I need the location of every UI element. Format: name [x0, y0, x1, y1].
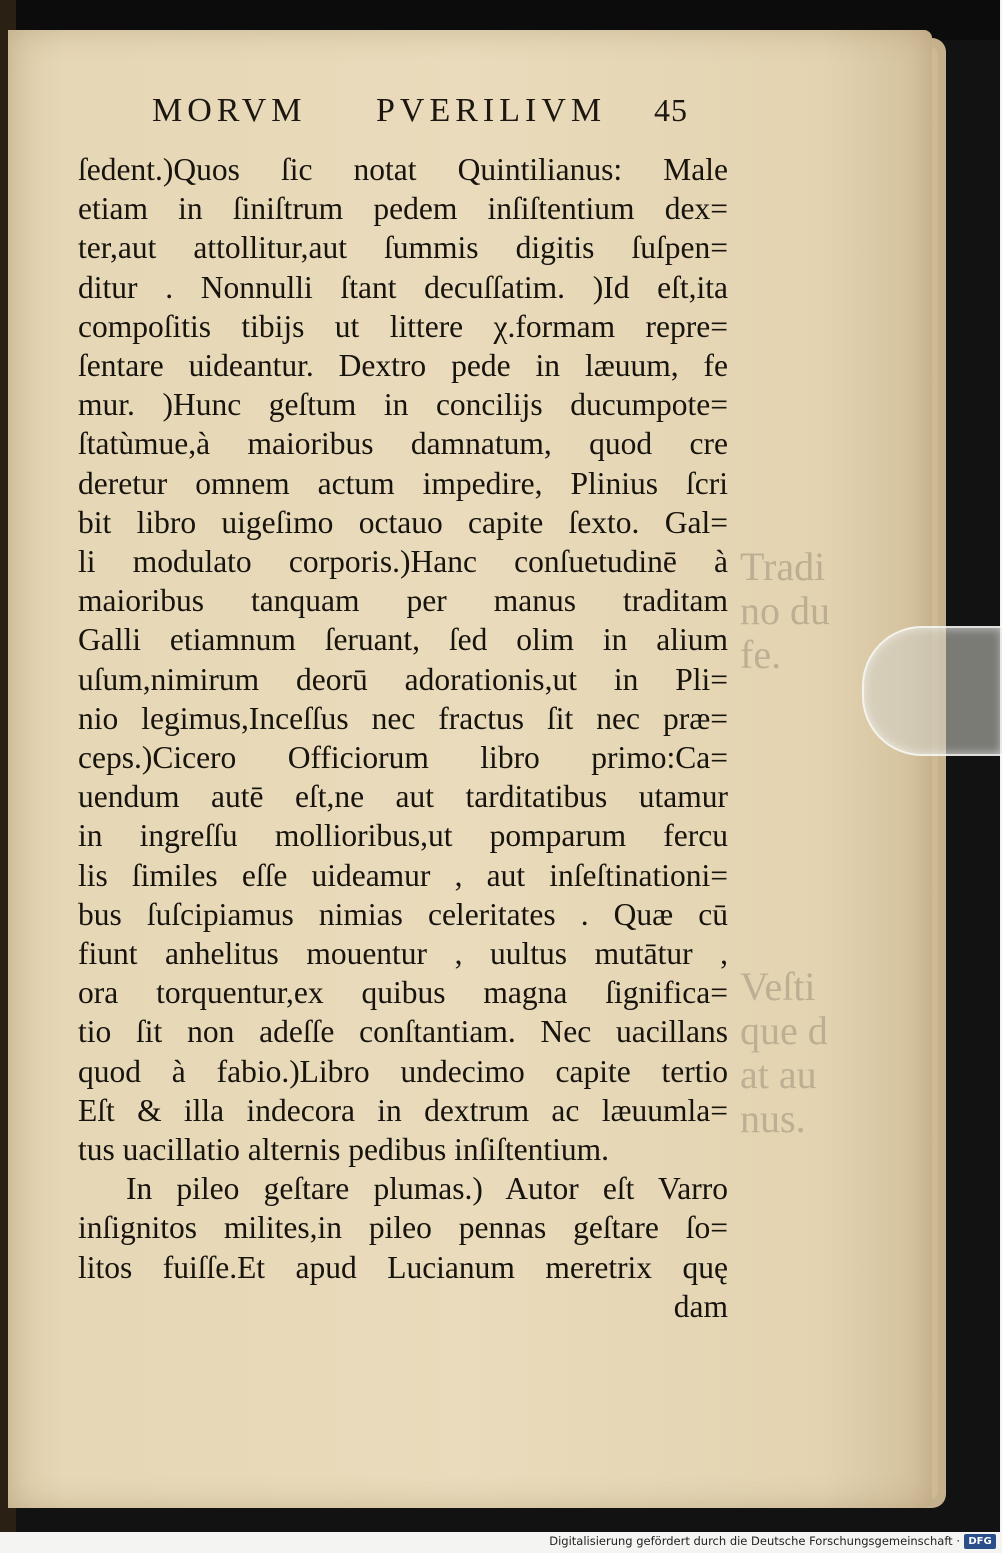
text-line: bus ſuſcipiamus nimias celeritates . Quæ cū — [78, 896, 728, 932]
text-line: lis ſimiles eſſe uideamur , aut inſeſtinationi= — [78, 857, 728, 893]
text-line: ceps.)Cicero Officiorum libro primo:Ca= — [78, 740, 728, 776]
dfg-logo: DFG — [964, 1534, 996, 1549]
bleed-through-text: Tradi no du fe. — [740, 544, 830, 677]
text-line: bit libro uigeſimo octauo capite ſexto. Gal= — [78, 504, 728, 540]
text-line: in ingreſſu mollioribus,ut pomparum fercu — [78, 818, 728, 854]
text-line: tus uacillatio alternis pedibus inſiſtentium. — [78, 1132, 610, 1168]
text-line: etiam in ſiniſtrum pedem inſiſtentium dex= — [78, 191, 728, 227]
page-clip-holder — [862, 626, 1002, 756]
text-line: uendum autē eſt,ne aut tarditatibus utamur — [78, 779, 728, 815]
body-text — [78, 150, 728, 1326]
text-line: litos fuiſſe.Et apud Lucianum meretrix quę — [78, 1249, 728, 1285]
text-line: nio legimus,Inceſſus nec fractus ſit nec præ= — [78, 700, 728, 736]
header-mid-title: PVERILIVM — [376, 92, 607, 129]
text-line: quod à fabio.)Libro undecimo capite tertio — [78, 1053, 728, 1089]
text-line: ſtatùmue,à maioribus damnatum, quod cre — [78, 426, 728, 462]
text-line: Eſt & illa indecora in dextrum ac læuumla= — [78, 1092, 728, 1128]
page-number: 45 — [654, 92, 688, 128]
text-line: mur. )Hunc geſtum in concilijs ducumpote= — [78, 387, 728, 423]
text-line: uſum,nimirum deorū adorationis,ut in Pli= — [78, 661, 728, 697]
text-line: ſedent.)Quos ſic notat Quintilianus: Male — [78, 152, 728, 187]
text-line: li modulato corporis.)Hanc conſuetudinē à — [78, 544, 728, 580]
text-line: deretur omnem actum impedire, Plinius ſcri — [78, 465, 728, 501]
text-line: ter,aut attollitur,aut ſummis digitis ſuſpen= — [78, 230, 728, 266]
text-line: ditur . Nonnulli ſtant decuſſatim. )Id eſt,ita — [78, 269, 728, 305]
bleed-through-text: Veſti que d at au nus. — [740, 964, 828, 1141]
text-line: Galli etiamnum ſeruant, ſed olim in alium — [78, 622, 728, 658]
footer-bar — [0, 1532, 1000, 1553]
funding-notice: Digitalisierung gefördert durch die Deutsche Forschungsgemeinschaft · — [549, 1534, 960, 1548]
text-line: maioribus tanquam per manus traditam — [78, 583, 728, 619]
text-line: compoſitis tibijs ut littere χ.formam repre= — [78, 308, 728, 344]
text-line: inſignitos milites,in pileo pennas geſtare ſo= — [78, 1210, 728, 1246]
text-line: fiunt anhelitus mouentur , uultus mutātur , — [78, 936, 728, 972]
header-left-title: MORVM — [152, 92, 307, 129]
text-line: tio ſit non adeſſe conſtantiam. Nec uacillans — [78, 1014, 728, 1050]
text-line: In pileo geſtare plumas.) Autor eſt Varro — [126, 1171, 728, 1207]
text-line: ora torquentur,ex quibus magna ſignifica= — [78, 975, 728, 1011]
running-header — [0, 92, 940, 142]
text-line: ſentare uideantur. Dextro pede in læuum, fe — [78, 348, 728, 384]
catchword: dam — [673, 1288, 728, 1324]
